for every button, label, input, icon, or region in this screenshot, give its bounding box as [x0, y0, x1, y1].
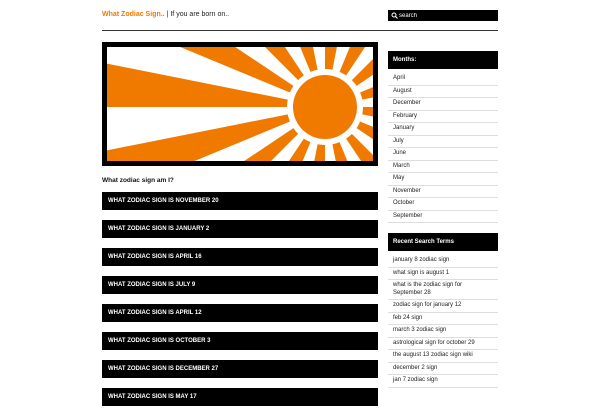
recent-search-link[interactable]: the august 13 zodiac sign wiki [388, 350, 498, 363]
month-link[interactable]: September [388, 211, 498, 224]
site-title [102, 11, 229, 18]
month-link[interactable]: January [388, 123, 498, 136]
entry-list [102, 192, 378, 416]
site-name-link[interactable]: What Zodiac Sign.. [102, 11, 165, 18]
recent-search-link[interactable]: feb 24 sign [388, 313, 498, 326]
month-link[interactable]: March [388, 161, 498, 174]
recent-search-link[interactable]: what sign is august 1 [388, 268, 498, 281]
entry-link[interactable]: WHAT ZODIAC SIGN IS APRIL 16 [102, 248, 378, 266]
recent-search-link[interactable]: what is the zodiac sign for September 28 [388, 280, 498, 300]
recent-search-link[interactable]: march 3 zodiac sign [388, 325, 498, 338]
month-link[interactable]: May [388, 173, 498, 186]
search-box[interactable] [388, 10, 498, 21]
site-tagline: If you are born on.. [170, 11, 230, 18]
entry-link[interactable]: WHAT ZODIAC SIGN IS JULY 9 [102, 276, 378, 294]
recent-search-link[interactable]: january 8 zodiac sign [388, 255, 498, 268]
site-header [102, 10, 498, 22]
month-link[interactable]: July [388, 136, 498, 149]
title-separator: | [166, 11, 169, 18]
recent-searches-list [388, 255, 498, 388]
month-link[interactable]: April [388, 73, 498, 86]
entry-link[interactable]: WHAT ZODIAC SIGN IS APRIL 12 [102, 304, 378, 322]
recent-search-link[interactable]: december 2 sign [388, 363, 498, 376]
recent-search-link[interactable]: astrological sign for october 29 [388, 338, 498, 351]
month-link[interactable]: December [388, 98, 498, 111]
entry-link[interactable]: WHAT ZODIAC SIGN IS MAY 17 [102, 388, 378, 406]
month-link[interactable]: November [388, 186, 498, 199]
banner-image [102, 42, 378, 166]
month-link[interactable]: February [388, 111, 498, 124]
entry-link[interactable]: WHAT ZODIAC SIGN IS OCTOBER 3 [102, 332, 378, 350]
entry-link[interactable]: WHAT ZODIAC SIGN IS JANUARY 2 [102, 220, 378, 238]
sidebar [388, 51, 498, 388]
recent-search-link[interactable]: jan 7 zodiac sign [388, 375, 498, 388]
months-list [388, 73, 498, 223]
search-icon[interactable] [389, 12, 399, 19]
recent-search-link[interactable]: zodiac sign for january 12 [388, 300, 498, 313]
header-divider [102, 30, 498, 31]
month-link[interactable]: June [388, 148, 498, 161]
recent-searches-heading: Recent Search Terms [388, 233, 498, 251]
rising-sun-image [107, 47, 373, 161]
month-link[interactable]: August [388, 86, 498, 99]
search-input[interactable] [399, 13, 489, 19]
entry-link[interactable]: WHAT ZODIAC SIGN IS DECEMBER 27 [102, 360, 378, 378]
entry-link[interactable]: WHAT ZODIAC SIGN IS NOVEMBER 20 [102, 192, 378, 210]
section-heading: What zodiac sign am I? [102, 177, 174, 184]
months-heading: Months: [388, 51, 498, 69]
month-link[interactable]: October [388, 198, 498, 211]
